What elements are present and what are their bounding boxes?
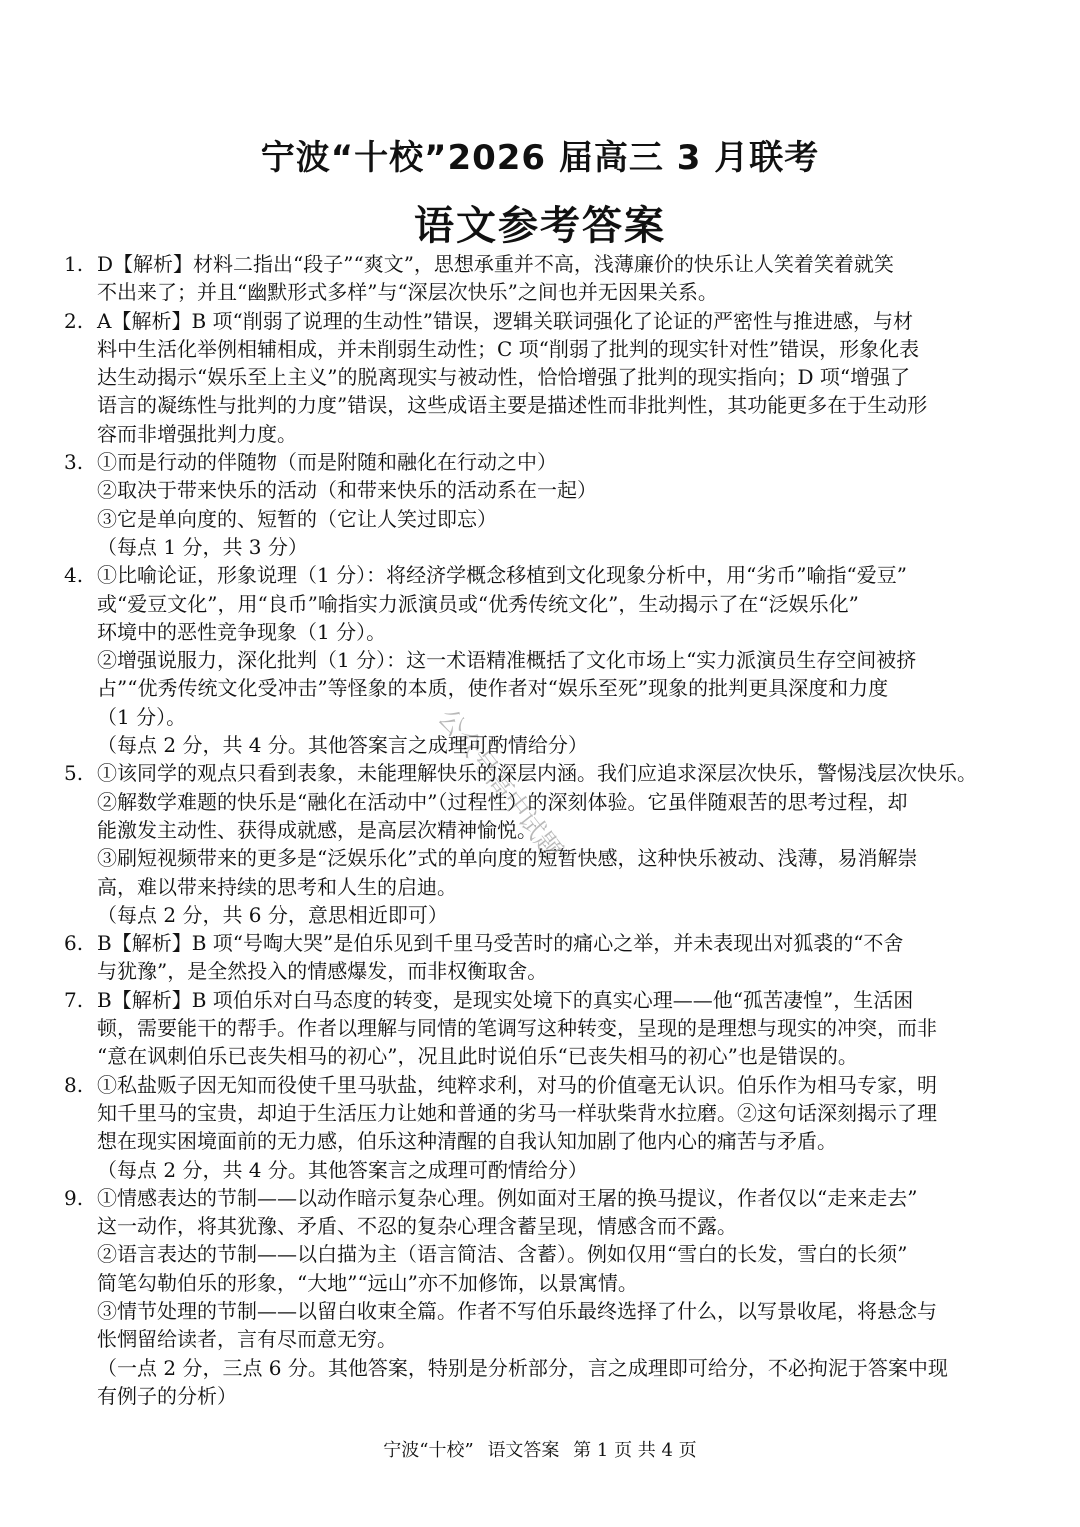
answer-line: 想在现实困境面前的无力感，伯乐这种清醒的自我认知加剧了他内心的痛苦与矛盾。	[97, 1129, 837, 1154]
answer-line: ②解数学难题的快乐是“融化在活动中”（过程性）的深刻体验。它虽伴随艰苦的思考过程，却	[97, 789, 908, 814]
answer-line: ②增强说服力，深化批判（1 分）：这一术语精准概括了文化市场上“实力派演员生存空间被挤	[97, 648, 917, 673]
answer-item	[64, 250, 1016, 307]
answer-item	[64, 448, 1016, 561]
answer-line: ②语言表达的节制——以白描为主（语言简洁、含蓄）。例如仅用“雪白的长发，雪白的长须”	[97, 1242, 908, 1267]
footer-page-number: 第 1 页 共 4 页	[573, 1440, 697, 1461]
page-title: 宁波“十校”2026 届高三 3 月联考	[260, 138, 820, 178]
answer-line: 料中生活化举例相辅相成，并未削弱生动性；C 项“削弱了批判的现实针对性”错误，形象化表	[97, 336, 920, 361]
answer-line: 怅惘留给读者，言有尽而意无穷。	[97, 1327, 397, 1352]
answer-line: ②取决于带来快乐的活动（和带来快乐的活动系在一起）	[97, 478, 597, 503]
answer-line: 占”“优秀传统文化受冲击”等怪象的本质，使作者对“娱乐至死”现象的批判更具深度和力度	[97, 676, 889, 701]
answer-line: 语言的凝练性与批判的力度”错误，这些成语主要是描述性而非批判性，其功能更多在于生动形	[97, 393, 928, 418]
answer-item	[64, 307, 1016, 448]
answer-number: 8.	[64, 1072, 84, 1097]
answer-line: （每点 1 分，共 3 分）	[97, 534, 308, 559]
answer-line: （每点 2 分，共 6 分，意思相近即可）	[97, 902, 448, 927]
footer-school: 宁波“十校”	[383, 1440, 474, 1461]
answer-line: 达生动揭示“娱乐至上主义”的脱离现实与被动性，恰恰增强了批判的现实指向；D 项“增强了	[97, 365, 911, 390]
answer-line: 这一动作，将其犹豫、矛盾、不忍的复杂心理含蓄呈现，情感含而不露。	[97, 1214, 737, 1239]
answer-line: 不出来了；并且“幽默形式多样”与“深层次快乐”之间也并无因果关系。	[97, 280, 718, 305]
answer-line: ①比喻论证，形象说理（1 分）：将经济学概念移植到文化现象分析中，用“劣币”喻指“爱豆”	[97, 563, 907, 588]
answer-line: 与犹豫”，是全然投入的情感爆发，而非权衡取舍。	[97, 959, 548, 984]
answer-line: D【解析】材料二指出“段子”“爽文”，思想承重并不高，浅薄廉价的快乐让人笑着笑着就笑	[97, 252, 894, 276]
answer-line: （1 分）。	[97, 704, 187, 729]
watermark: 公众号高中试题	[431, 703, 568, 866]
answer-line: ③刷短视频带来的更多是“泛娱乐化”式的单向度的短暂快感，这种快乐被动、浅薄，易消解崇	[97, 846, 918, 871]
answer-line: A【解析】B 项“削弱了说理的生动性”错误，逻辑关联词强化了论证的严密性与推进感，与材	[97, 308, 913, 333]
answer-line: ③它是单向度的、短暂的（它让人笑过即忘）	[97, 506, 497, 531]
answer-line: 知千里马的宝贵，却迫于生活压力让她和普通的劣马一样驮柴背水拉磨。②这句话深刻揭示了理	[97, 1100, 937, 1125]
answer-line: B【解析】B 项伯乐对白马态度的转变，是现实处境下的真实心理——他“孤苦凄惶”，生活困	[97, 987, 914, 1012]
answer-line: （每点 2 分，共 4 分。其他答案言之成理可酌情给分）	[97, 733, 588, 758]
answer-number: 3.	[64, 450, 84, 475]
answer-item	[64, 1071, 1016, 1184]
answer-number: 9.	[64, 1185, 84, 1210]
answer-item	[64, 986, 1016, 1071]
answer-line: 能激发主动性、获得成就感，是高层次精神愉悦。	[97, 817, 537, 842]
answer-line: B【解析】B 项“号啕大哭”是伯乐见到千里马受苦时的痛心之举，并未表现出对狐裘的“不舍	[97, 931, 904, 956]
answer-line: “意在讽刺伯乐已丧失相马的初心”，况且此时说伯乐“已丧失相马的初心”也是错误的。	[97, 1044, 858, 1069]
answer-item	[64, 1184, 1016, 1410]
answer-line: ①该同学的观点只看到表象，未能理解快乐的深层内涵。我们应追求深层次快乐，警惕浅层次快乐。	[97, 761, 977, 786]
answer-item	[64, 561, 1016, 759]
answer-number: 4.	[64, 563, 84, 588]
answer-line: 有例子的分析）	[97, 1383, 237, 1408]
answer-number: 2.	[64, 308, 84, 333]
answer-line: 顿，需要能干的帮手。作者以理解与同情的笔调写这种转变，呈现的是理想与现实的冲突，而非	[97, 1016, 937, 1041]
answer-line: 高，难以带来持续的思考和人生的启迪。	[97, 874, 457, 899]
answer-line: 环境中的恶性竞争现象（1 分）。	[97, 619, 387, 644]
footer-doc: 语文答案	[487, 1440, 560, 1461]
page-footer	[0, 1436, 1080, 1462]
answer-line: 或“爱豆文化”，用“良币”喻指实力派演员或“优秀传统文化”，生动揭示了在“泛娱乐化”	[97, 591, 859, 616]
answer-number: 5.	[64, 761, 84, 786]
page-subtitle: 语文参考答案	[414, 203, 666, 249]
answer-number: 6.	[64, 931, 84, 956]
answer-line: ①情感表达的节制——以动作暗示复杂心理。例如面对王屠的换马提议，作者仅以“走来走去”	[97, 1185, 918, 1210]
answer-line: ③情节处理的节制——以留白收束全篇。作者不写伯乐最终选择了什么，以写景收尾，将悬念与	[97, 1298, 937, 1323]
answer-line: 容而非增强批判力度。	[97, 421, 297, 446]
answer-number: 1.	[64, 252, 84, 276]
answer-item	[64, 929, 1016, 986]
answer-line: ①而是行动的伴随物（而是附随和融化在行动之中）	[97, 450, 557, 475]
answer-line: （每点 2 分，共 4 分。其他答案言之成理可酌情给分）	[97, 1157, 588, 1182]
answer-line: 简笔勾勒伯乐的形象，“大地”“远山”亦不加修饰，以景寓情。	[97, 1270, 638, 1295]
answer-line: （一点 2 分，三点 6 分。其他答案，特别是分析部分，言之成理即可给分，不必拘泥于答案中现	[97, 1355, 948, 1380]
answer-number: 7.	[64, 987, 84, 1012]
answer-line: ①私盐贩子因无知而役使千里马驮盐，纯粹求利，对马的价值毫无认识。伯乐作为相马专家，明	[97, 1072, 937, 1097]
